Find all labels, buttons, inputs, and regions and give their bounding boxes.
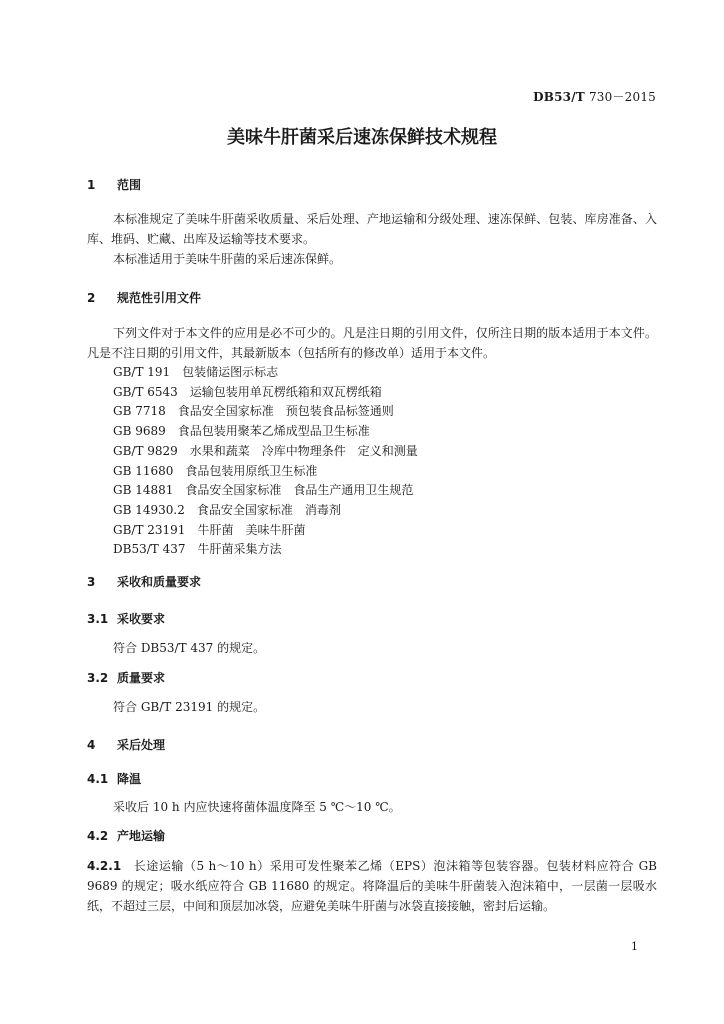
reference-item: GB/T 9829 水果和蔬菜 冷库中物理条件 定义和测量 <box>113 443 418 458</box>
section-4-2-heading <box>87 826 657 846</box>
reference-item: GB 14930.2 食品安全国家标准 消毒剂 <box>113 502 341 517</box>
section-4-2-1-body <box>87 856 657 916</box>
section-title: 产地运输 <box>117 829 166 843</box>
section-4-heading <box>87 735 657 755</box>
paragraph: 符合 DB53/T 437 的规定。 <box>113 641 266 655</box>
page-number: 1 <box>631 940 638 953</box>
section-3-1-heading <box>87 609 657 629</box>
section-3-2-heading <box>87 668 657 688</box>
section-title: 范围 <box>117 178 142 192</box>
section-2-heading <box>87 288 657 308</box>
section-number: 1 <box>87 178 96 192</box>
section-3-2-body <box>87 697 657 717</box>
standard-code <box>533 88 656 105</box>
reference-item: GB/T 191 包装储运图示标志 <box>113 365 279 379</box>
section-number: 4 <box>87 738 96 752</box>
section-title: 规范性引用文件 <box>117 291 202 305</box>
section-4-1-body <box>87 797 657 817</box>
section-title: 降温 <box>117 772 142 786</box>
reference-item: DB53/T 437 牛肝菌采集方法 <box>113 542 282 557</box>
section-number: 4.1 <box>87 772 109 786</box>
section-title: 采收要求 <box>117 612 166 626</box>
paragraph: 下列文件对于本文件的应用是必不可少的。凡是注日期的引用文件，仅所注日期的版本适用于本文件。凡是不注日期的引用文件，其最新版本（包括所有的修改单）适用于本文件。 <box>87 326 657 360</box>
section-number: 4.2 <box>87 829 109 843</box>
section-number: 3 <box>87 575 96 589</box>
section-number: 3.2 <box>87 671 109 685</box>
reference-item: GB 14881 食品安全国家标准 食品生产通用卫生规范 <box>113 483 414 498</box>
clause-number: 4.2.1 <box>87 859 122 873</box>
section-number: 2 <box>87 291 96 305</box>
section-2-body <box>87 323 657 560</box>
reference-item: GB/T 23191 牛肝菌 美味牛肝菌 <box>113 522 306 537</box>
reference-item: GB 9689 食品包装用聚苯乙烯成型品卫生标准 <box>113 424 370 439</box>
paragraph: 符合 GB/T 23191 的规定。 <box>113 700 266 714</box>
section-3-heading <box>87 572 657 592</box>
clause-text: 长途运输（5 h～10 h）采用可发性聚苯乙烯（EPS）泡沫箱等包装容器。包装材料应符合 GB 9689 的规定；吸水纸应符合 GB 11680 的规定。将降温后的美味牛肝菌装入泡沫箱中，一层菌一层吸水纸，不超过三层，中间和顶层加冰袋，应避免美味牛肝菌与冰袋直接接触，密封后运输。 <box>87 859 657 913</box>
section-title: 质量要求 <box>117 671 166 685</box>
document-title: 美味牛肝菌采后速冻保鲜技术规程 <box>227 127 497 148</box>
section-1-body <box>87 209 657 269</box>
section-4-1-heading <box>87 769 657 789</box>
paragraph: 本标准规定了美味牛肝菌采收质量、采后处理、产地运输和分级处理、速冻保鲜、包装、库房准备、入库、堆码、贮藏、出库及运输等技术要求。 <box>87 212 657 246</box>
paragraph: 本标准适用于美味牛肝菌的采后速冻保鲜。 <box>113 252 342 266</box>
section-title: 采收和质量要求 <box>117 575 202 589</box>
standard-code-prefix: DB53/T <box>533 90 585 104</box>
paragraph <box>87 856 657 916</box>
reference-item: GB 7718 食品安全国家标准 预包装食品标签通则 <box>113 404 394 419</box>
reference-item: GB 11680 食品包装用原纸卫生标准 <box>113 463 318 478</box>
reference-item: GB/T 6543 运输包装用单瓦楞纸箱和双瓦楞纸箱 <box>113 384 382 399</box>
paragraph: 采收后 10 h 内应快速将菌体温度降至 5 ℃～10 ℃。 <box>113 800 401 814</box>
section-number: 3.1 <box>87 612 109 626</box>
section-3-1-body <box>87 638 657 658</box>
standard-code-number: 730－2015 <box>588 90 656 104</box>
section-1-heading <box>87 175 657 195</box>
section-title: 采后处理 <box>117 738 166 752</box>
